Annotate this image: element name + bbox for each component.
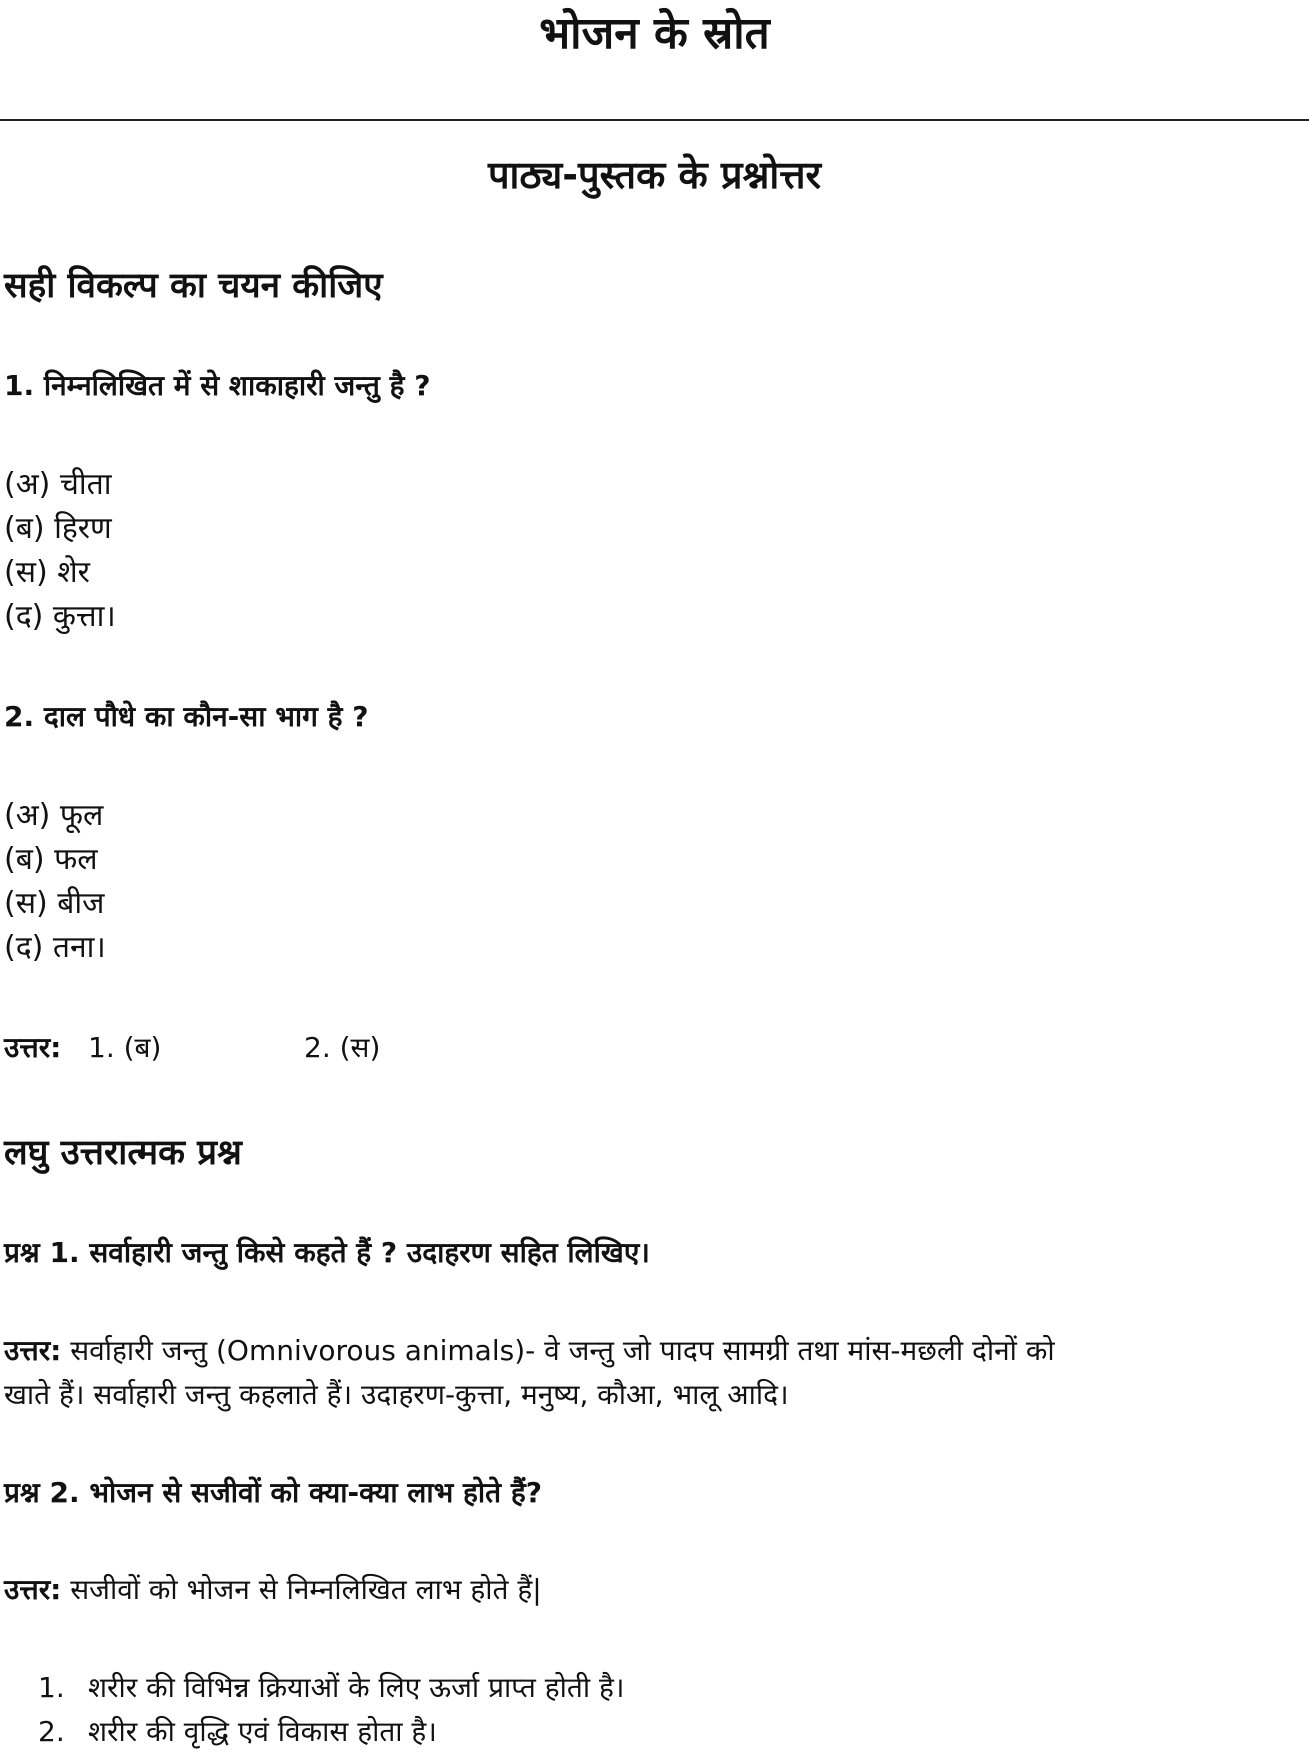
short-answer-1-line-1 <box>4 1329 1055 1373</box>
mcq-heading: सही विकल्प का चयन कीजिए <box>4 266 383 306</box>
answer-text: सर्वाहारी जन्तु (Omnivorous animals)- वे जन्तु जो पादप सामग्री तथा मांस-मछली दोनों को <box>70 1334 1055 1367</box>
mcq-q2-option-c: (स) बीज <box>4 886 105 921</box>
answer-text: सजीवों को भोजन से निम्नलिखित लाभ होते हैं| <box>70 1573 542 1606</box>
short-answer-heading: लघु उत्तरात्मक प्रश्न <box>4 1133 242 1173</box>
short-answer-1-line-2: खाते हैं। सर्वाहारी जन्तु कहलाते हैं। उदाहरण-कुत्ता, मनुष्य, कौआ, भालू आदि। <box>4 1378 789 1411</box>
mcq-q1-option-b: (ब) हिरण <box>4 511 112 546</box>
short-answer-2 <box>4 1568 542 1612</box>
list-item: शरीर की विभिन्न क्रियाओं के लिए ऊर्जा प्राप्त होती है। <box>88 1671 625 1704</box>
mcq-answer-2: 2. (स) <box>304 1031 381 1064</box>
mcq-q2-option-d: (द) तना। <box>4 930 106 965</box>
mcq-q2-option-a: (अ) फूल <box>4 798 104 833</box>
mcq-q2-option-b: (ब) फल <box>4 842 98 877</box>
list-item: शरीर की वृद्धि एवं विकास होता है। <box>88 1715 437 1748</box>
answer-label: उत्तर: <box>4 1334 62 1367</box>
list-item-number: 1. <box>38 1671 65 1704</box>
mcq-question-2: 2. दाल पौधे का कौन-सा भाग है ? <box>4 700 369 733</box>
mcq-q1-option-a: (अ) चीता <box>4 467 112 502</box>
page-title: भोजन के स्रोत <box>539 8 770 59</box>
list-item-number: 2. <box>38 1715 65 1748</box>
mcq-answer-label <box>4 1026 61 1070</box>
mcq-question-1: 1. निम्नलिखित में से शाकाहारी जन्तु है ? <box>4 369 431 402</box>
mcq-q1-option-c: (स) शेर <box>4 555 90 590</box>
title-divider <box>0 119 1309 121</box>
section-subtitle: पाठ्य-पुस्तक के प्रश्नोत्तर <box>487 153 822 197</box>
mcq-q1-option-d: (द) कुत्ता। <box>4 599 116 634</box>
mcq-answer-1: 1. (ब) <box>88 1031 162 1064</box>
answer-label: उत्तर: <box>4 1573 62 1606</box>
short-question-2: प्रश्न 2. भोजन से सजीवों को क्या-क्या लाभ होते हैं? <box>4 1476 542 1509</box>
answer-label: उत्तर: <box>4 1031 62 1064</box>
short-question-1: प्रश्न 1. सर्वाहारी जन्तु किसे कहते हैं ? उदाहरण सहित लिखिए। <box>4 1236 650 1269</box>
